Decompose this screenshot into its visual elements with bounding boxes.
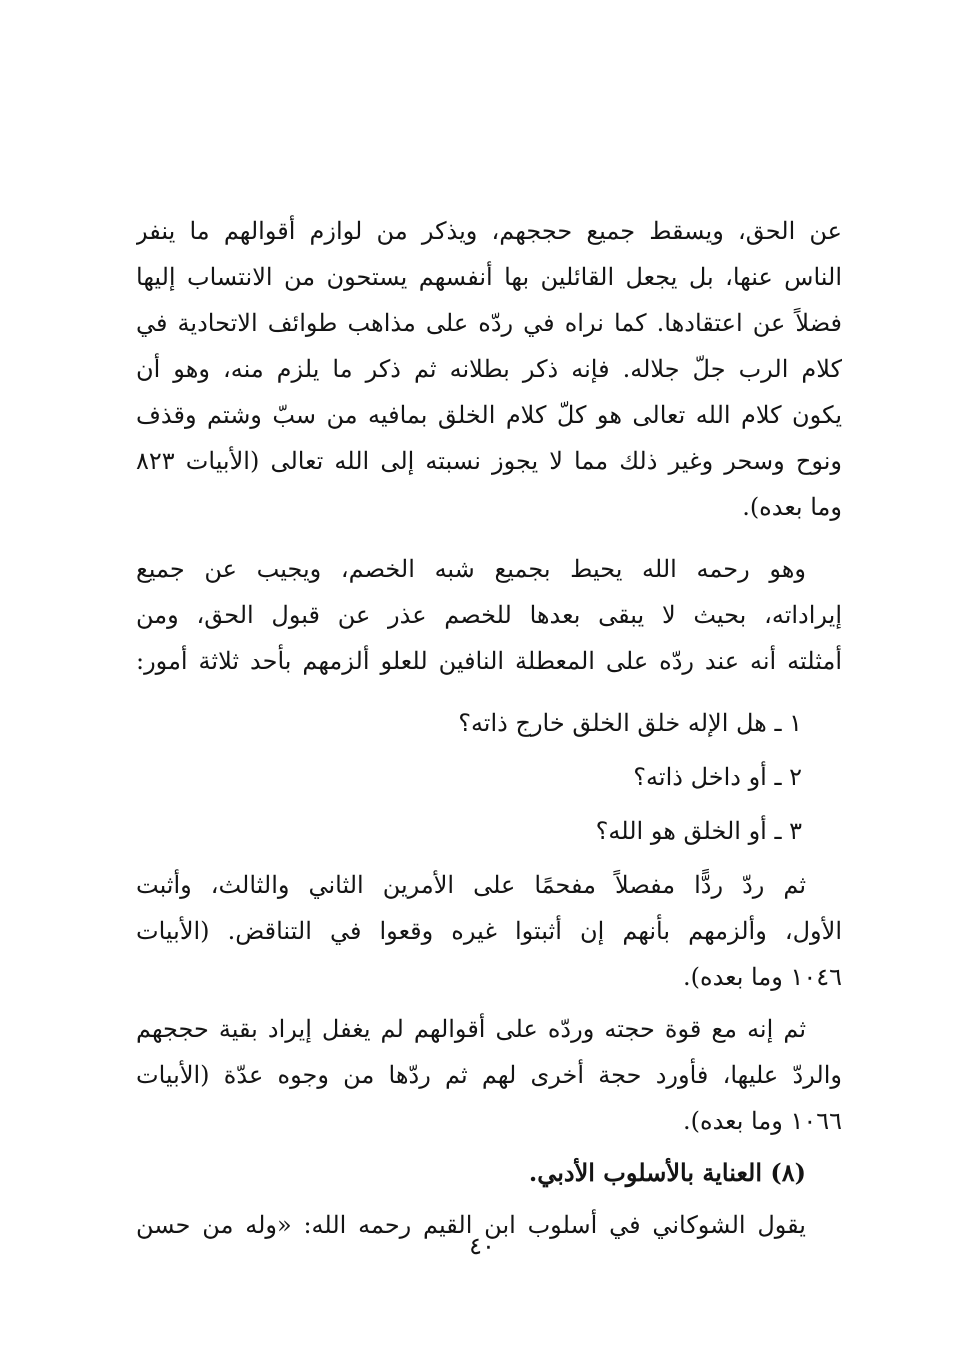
page-body bbox=[136, 208, 842, 1264]
paragraph-3 bbox=[136, 862, 842, 1000]
section-heading: (٨) العناية بالأسلوب الأدبي. bbox=[528, 1158, 806, 1187]
list-item: ٣ ـ أو الخلق هو الله؟ bbox=[595, 817, 802, 845]
text-line: إيراداته، بحيث لا يبقى بعدها للخصم عذر عن قبول الحق، ومن bbox=[136, 601, 842, 629]
text-line: ونوح وسحر وغير ذلك مما لا يجوز نسبته إلى الله تعالى (الأبيات ٨٢٣ bbox=[136, 447, 842, 475]
page-number: ٤٠ bbox=[469, 1232, 495, 1260]
paragraph-2 bbox=[136, 546, 842, 684]
text-line: يقول الشوكاني في أسلوب ابن القيم رحمه الله: «وله من حسن bbox=[136, 1211, 806, 1239]
text-line: كلام الرب جلّ جلاله. فإنه ذكر بطلانه ثم ذكر ما يلزم منه، وهو أن bbox=[136, 355, 842, 383]
text-line: فضلاً عن اعتقادها. كما نراه في ردّه على مذاهب طوائف الاتحادية في bbox=[136, 309, 842, 337]
text-line: ١٠٦٦ وما بعده). bbox=[683, 1107, 842, 1135]
text-line: وهو رحمه الله يحيط بجميع شبه الخصم، ويجيب عن جميع bbox=[136, 555, 806, 583]
text-line: وما بعده). bbox=[742, 493, 842, 521]
text-line: أمثلته أنه عند ردّه على المعطلة النافين للعلو ألزمهم بأحد ثلاثة أمور: bbox=[136, 647, 842, 675]
list-item: ٢ ـ أو داخل ذاته؟ bbox=[633, 763, 802, 791]
text-line: الناس عنها، بل يجعل القائلين بها أنفسهم يستحون من الانتساب إليها bbox=[136, 263, 842, 291]
text-line: والردّ عليها، فأورد حجة أخرى لهم ثم ردّها من وجوه عدّة (الأبيات bbox=[136, 1061, 842, 1089]
text-line: ثم إنه مع قوة حجته وردّه على أقوالهم لم يغفل إيراد بقية حججهم bbox=[136, 1015, 806, 1043]
text-line: يكون كلام الله تعالى هو كلّ كلام الخلق بمافيه من سبّ وشتم وقذف bbox=[136, 401, 842, 429]
paragraph-1 bbox=[136, 208, 842, 530]
list-item: ١ ـ هل الإله خلق الخلق خارج ذاته؟ bbox=[458, 709, 802, 737]
paragraph-4 bbox=[136, 1006, 842, 1144]
text-line: عن الحق، ويسقط جميع حججهم، ويذكر من لوازم أقوالهم ما ينفر bbox=[136, 217, 842, 245]
text-line: ثم ردّ ردًّا مفصلاً مفحمًا على الأمرين الثاني والثالث، وأثبت bbox=[136, 871, 806, 899]
numbered-list bbox=[136, 700, 842, 854]
text-line: ١٠٤٦ وما بعده). bbox=[683, 963, 842, 991]
text-line: الأول، وألزمهم بأنهم إن أثبتوا غيره وقعوا في التناقض. (الأبيات bbox=[136, 917, 842, 945]
